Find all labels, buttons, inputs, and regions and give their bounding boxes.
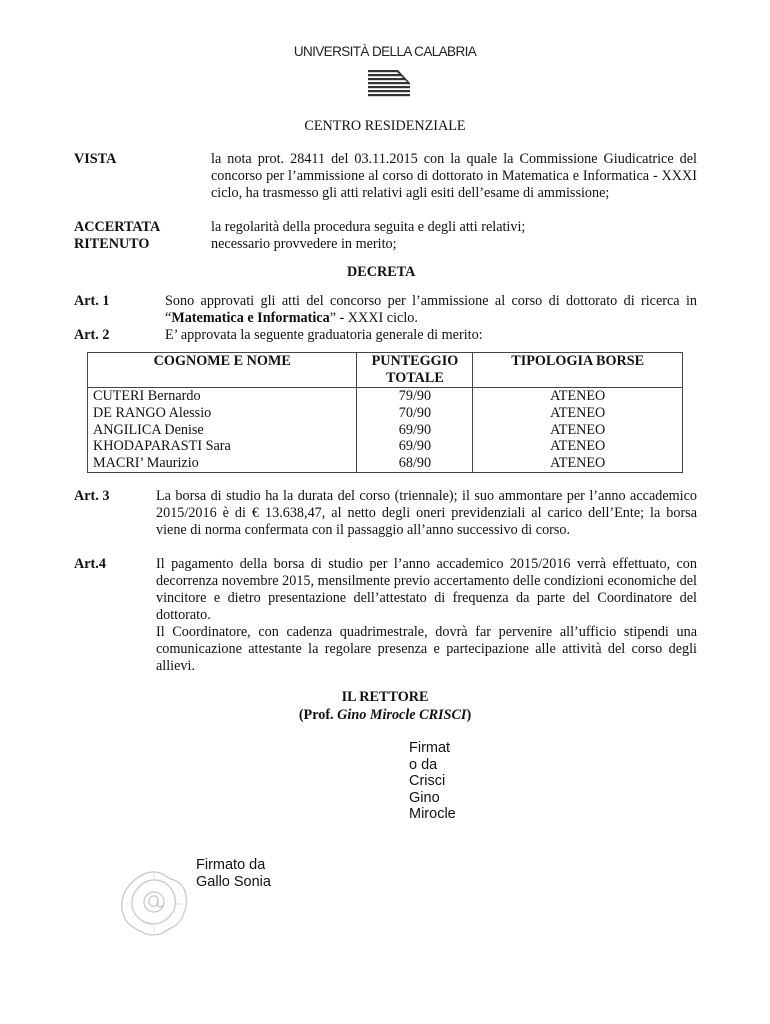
- signature-line: Gallo Sonia: [196, 873, 271, 890]
- candidate-scholarship: ATENEO: [473, 438, 683, 455]
- table-row: [88, 422, 683, 439]
- university-name: UNIVERSITÀ DELLA CALABRIA: [293, 44, 477, 59]
- preamble-text-accertata: la regolarità della procedura seguita e degli atti relativi;: [211, 219, 526, 235]
- table-header-row: [88, 353, 683, 388]
- candidate-name: MACRI’ Maurizio: [88, 455, 357, 472]
- preamble-text-ritenuto: necessario provvedere in merito;: [211, 236, 397, 252]
- art4-text-coordinator: Il Coordinatore, con cadenza quadrimestrale, dovrà far pervenire all’ufficio stipendi una comunicazione attestante la regolare presenza e partecipazione alle attività del corso degli allievi.: [156, 624, 697, 674]
- art4-text: Il pagamento della borsa di studio per l’anno accademico 2015/2016 verrà effettuato, con decorrenza novembre 2015, mensilmente previo accertamento delle condizioni economiche del vincitore e dietro presentazione dell’attestato di frequenza da parte del Coordinatore del dottorato.: [156, 556, 697, 623]
- art2-label: Art. 2: [74, 327, 110, 343]
- preamble-label-ritenuto: RITENUTO: [74, 236, 150, 252]
- header-score: PUNTEGGIO TOTALE: [357, 353, 473, 388]
- art1-course-name: Matematica e Informatica: [171, 310, 330, 326]
- signature-line: Crisci: [409, 773, 446, 789]
- signature-line: Mirocle: [409, 806, 456, 822]
- signature-line: o da: [409, 756, 438, 773]
- art3-label: Art. 3: [74, 488, 110, 504]
- signature-line: Firmat: [409, 740, 451, 756]
- header-name: COGNOME E NOME: [88, 353, 357, 388]
- decree-title: DECRETA: [347, 264, 416, 280]
- candidate-score: 69/90: [357, 438, 473, 455]
- digital-seal-icon: [116, 868, 192, 938]
- header-type: TIPOLOGIA BORSE: [473, 353, 683, 388]
- section-title: CENTRO RESIDENZIALE: [304, 118, 466, 134]
- candidate-name: DE RANGO Alessio: [88, 405, 357, 422]
- rector-suffix: ): [466, 707, 472, 723]
- candidate-scholarship: ATENEO: [473, 422, 683, 439]
- table-row: [88, 388, 683, 405]
- art4-label: Art.4: [74, 556, 106, 572]
- art1-text: [165, 293, 697, 327]
- art3-text: La borsa di studio ha la durata del corso (triennale); il suo ammontare per l’anno accademico 2015/2016 è di € 13.638,47, al netto degli oneri previdenziali al carico dell’Ente; la borsa viene di norma confermata con il passaggio all’anno successivo di corso.: [156, 488, 697, 538]
- art2-text: E’ approvata la seguente graduatoria generale di merito:: [165, 327, 483, 343]
- candidate-name: KHODAPARASTI Sara: [88, 438, 357, 455]
- art1-text-after: ” - XXXI ciclo.: [329, 310, 418, 326]
- signature-line: Gino: [409, 789, 440, 806]
- table-row: [88, 455, 683, 472]
- rector-name: [0, 707, 770, 724]
- candidate-name: ANGILICA Denise: [88, 422, 357, 439]
- rector-fullname: Gino Mirocle CRISCI: [337, 707, 467, 723]
- preamble-label-accertata: ACCERTATA: [74, 219, 161, 235]
- digital-signature-gallo: [196, 857, 271, 890]
- signature-line: Firmato da: [196, 857, 266, 873]
- candidate-scholarship: ATENEO: [473, 388, 683, 405]
- art1-text-before: Sono approvati gli atti del concorso per l’ammissione al corso di dottorato di ricerca in “: [165, 293, 697, 326]
- digital-signature-rector: [409, 740, 456, 823]
- candidate-name: CUTERI Bernardo: [88, 388, 357, 405]
- candidate-score: 79/90: [357, 388, 473, 405]
- rector-title: IL RETTORE: [341, 689, 429, 705]
- candidate-scholarship: ATENEO: [473, 405, 683, 422]
- ranking-table: [87, 352, 683, 473]
- candidate-score: 69/90: [357, 422, 473, 439]
- university-logo-icon: [368, 70, 410, 100]
- table-row: [88, 405, 683, 422]
- candidate-scholarship: ATENEO: [473, 455, 683, 472]
- candidate-score: 68/90: [357, 455, 473, 472]
- rector-prefix: (Prof.: [298, 707, 338, 723]
- candidate-score: 70/90: [357, 405, 473, 422]
- table-row: [88, 438, 683, 455]
- art1-label: Art. 1: [74, 293, 110, 309]
- preamble-label-vista: VISTA: [74, 151, 117, 167]
- preamble-text-vista: la nota prot. 28411 del 03.11.2015 con la quale la Commissione Giudicatrice del concorso per l’ammissione al corso di dottorato in Matematica e Informatica - XXXI ciclo, ha trasmesso gli atti relativi agli esiti dell’esame di ammissione;: [211, 151, 697, 201]
